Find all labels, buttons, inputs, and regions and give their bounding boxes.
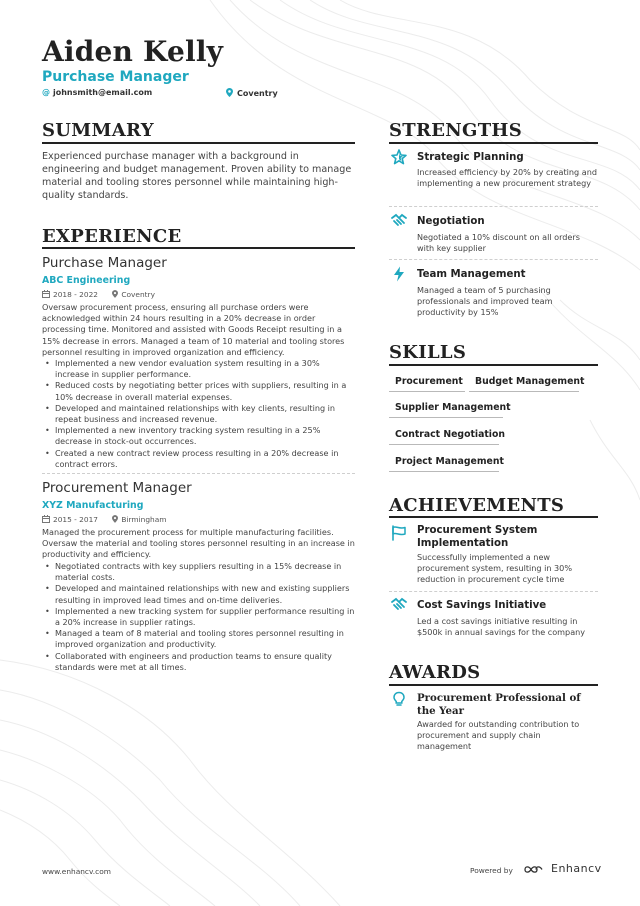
list-item: • Developed and maintained relationships with new and existing suppliers resulting in improved lead times and on-time deliveries. bbox=[42, 583, 355, 605]
job-location: Birmingham bbox=[121, 515, 167, 524]
strength-text: Negotiated a 10% discount on all orders with key supplier bbox=[417, 232, 580, 253]
job-location: Coventry bbox=[121, 290, 155, 299]
list-item: • Implemented a new inventory tracking system resulting in a 25% decrease in stock-out occurrences. bbox=[42, 425, 355, 447]
achievement-divider bbox=[389, 591, 598, 592]
flag-icon bbox=[391, 525, 407, 541]
location-pin-icon bbox=[112, 290, 118, 298]
at-icon: @ bbox=[42, 88, 50, 97]
calendar-icon bbox=[42, 290, 50, 298]
location-text: Coventry bbox=[237, 89, 278, 98]
strength-title: Negotiation bbox=[417, 216, 485, 227]
achievement-title: Procurement System Implementation bbox=[417, 525, 538, 549]
strength-text: Managed a team of 5 purchasing professionals and improved team productivity by 15% bbox=[417, 285, 553, 317]
location-pin-icon bbox=[112, 515, 118, 523]
job-meta bbox=[42, 290, 155, 300]
job-divider bbox=[42, 473, 355, 474]
handshake-icon bbox=[391, 597, 407, 613]
job-meta bbox=[42, 515, 166, 525]
job-title: Procurement Manager bbox=[42, 480, 192, 496]
achievement-title: Cost Savings Initiative bbox=[417, 600, 547, 611]
list-item: • Collaborated with engineers and production teams to ensure quality standards were met at all times. bbox=[42, 651, 355, 673]
skill-underline bbox=[469, 391, 579, 392]
job-description: Oversaw procurement process, ensuring all purchase orders were acknowledged within 24 hours resulting in a 20% decrease in order processing time. Monitored and assisted with Goods Receipt resulting in a 15% decrease in errors. Managed a team of 10 material and tooling stores personnel resulting in improved organization and efficiency. bbox=[42, 302, 345, 357]
awards-rule bbox=[389, 684, 598, 686]
email-text: johnsmith@email.com bbox=[53, 88, 153, 97]
skill-tag: Budget Management bbox=[475, 376, 585, 387]
job-dates: 2018 - 2022 bbox=[53, 290, 98, 299]
strength-title: Strategic Planning bbox=[417, 152, 524, 163]
job-dates: 2015 - 2017 bbox=[53, 515, 98, 524]
skill-tag: Supplier Management bbox=[395, 402, 511, 413]
company-name: ABC Engineering bbox=[42, 275, 131, 286]
achievements-heading: ACHIEVEMENTS bbox=[389, 495, 565, 516]
candidate-role: Purchase Manager bbox=[42, 69, 189, 85]
strengths-heading: STRENGTHS bbox=[389, 120, 522, 141]
skills-heading: SKILLS bbox=[389, 342, 467, 363]
list-item: • Implemented a new vendor evaluation system resulting in a 30% increase in supplier performance. bbox=[42, 358, 355, 380]
job-bullets bbox=[42, 561, 355, 673]
experience-heading: EXPERIENCE bbox=[42, 226, 182, 247]
lightbulb-icon bbox=[391, 691, 407, 707]
job-description: Managed the procurement process for multiple manufacturing facilities. Oversaw the material and tooling stores personnel resulting in an increase in productivity and efficiency. bbox=[42, 527, 355, 560]
summary-text: Experienced purchase manager with a background in engineering and budget management. Proven ability to manage material and tooling stores personnel while maintaining high-quality standards. bbox=[42, 151, 352, 201]
enhancv-logo-icon bbox=[524, 864, 546, 875]
strength-title: Team Management bbox=[417, 269, 526, 280]
list-item: • Reduced costs by negotiating better prices with suppliers, resulting in a 10% decrease in overall material expenses. bbox=[42, 380, 355, 402]
strength-text: Increased efficiency by 20% by creating and implementing a new procurement strategy bbox=[417, 167, 597, 188]
summary-rule bbox=[42, 142, 355, 144]
list-item: • Implemented a new tracking system for supplier performance resulting in a 20% increase in supplier ratings. bbox=[42, 606, 355, 628]
star-icon bbox=[391, 149, 407, 165]
achievements-rule bbox=[389, 516, 598, 518]
skill-underline bbox=[389, 417, 503, 418]
email-contact bbox=[42, 88, 152, 98]
powered-by-label: Powered by bbox=[470, 866, 513, 875]
brand-name[interactable]: Enhancv bbox=[551, 862, 602, 875]
candidate-name: Aiden Kelly bbox=[42, 35, 224, 68]
experience-rule bbox=[42, 247, 355, 249]
strengths-rule bbox=[389, 142, 598, 144]
achievement-text: Led a cost savings initiative resulting in $500k in annual savings for the company bbox=[417, 616, 586, 637]
website-link[interactable]: www.enhancv.com bbox=[42, 867, 111, 876]
list-item: • Managed a team of 8 material and tooling stores personnel resulting in improved organization and productivity. bbox=[42, 628, 355, 650]
awards-heading: AWARDS bbox=[389, 662, 481, 683]
list-item: • Negotiated contracts with key suppliers resulting in a 15% decrease in material costs. bbox=[42, 561, 355, 583]
company-name: XYZ Manufacturing bbox=[42, 500, 144, 511]
skills-rule bbox=[389, 364, 598, 366]
strength-divider bbox=[389, 206, 598, 207]
skill-underline bbox=[389, 471, 499, 472]
calendar-icon bbox=[42, 515, 50, 523]
location-pin-icon bbox=[226, 88, 233, 97]
skill-underline bbox=[389, 391, 465, 392]
award-text: Awarded for outstanding contribution to procurement and supply chain management bbox=[417, 719, 580, 751]
achievement-text: Successfully implemented a new procurement system, resulting in 30% reduction in procurement cycle time bbox=[417, 552, 573, 584]
strength-divider bbox=[389, 259, 598, 260]
skill-underline bbox=[389, 444, 499, 445]
list-item: • Developed and maintained relationships with key clients, resulting in repeat business and increased revenue. bbox=[42, 403, 355, 425]
award-title: Procurement Professional of the Year bbox=[417, 692, 581, 717]
handshake-icon bbox=[391, 213, 407, 229]
skill-tag: Procurement bbox=[395, 376, 463, 387]
location-contact bbox=[226, 88, 278, 99]
bolt-icon bbox=[391, 266, 407, 282]
skill-tag: Contract Negotiation bbox=[395, 429, 505, 440]
summary-heading: SUMMARY bbox=[42, 120, 154, 141]
job-bullets bbox=[42, 358, 355, 470]
skill-tag: Project Management bbox=[395, 456, 504, 467]
list-item: • Created a new contract review process resulting in a 20% decrease in contract errors. bbox=[42, 448, 355, 470]
job-title: Purchase Manager bbox=[42, 255, 167, 271]
